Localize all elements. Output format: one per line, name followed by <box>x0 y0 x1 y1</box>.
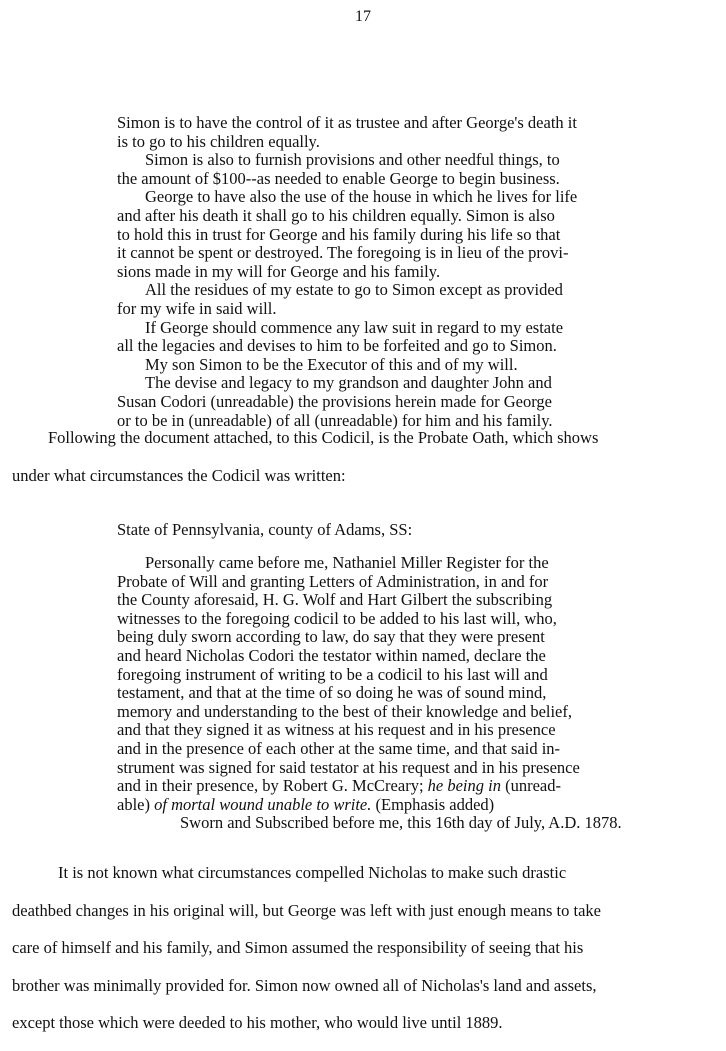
text-line: witnesses to the foregoing codicil to be added to his last will, who, <box>117 608 557 628</box>
text-line: and heard Nicholas Codori the testator within named, declare the <box>117 645 546 665</box>
text-line: under what circumstances the Codicil was written: <box>12 465 346 485</box>
intro-paragraph <box>12 428 598 503</box>
text-span: (unread- <box>500 776 561 796</box>
text-line: memory and understanding to the best of their knowledge and belief, <box>117 701 572 721</box>
text-line: It is not known what circumstances compelled Nicholas to make such drastic <box>58 863 567 882</box>
text-line: foregoing instrument of writing to be a codicil to his last will and <box>117 664 548 684</box>
text-span: (Emphasis added) <box>371 794 495 814</box>
text-line: Following the document attached, to this Codicil, is the Probate Oath, which shows <box>48 428 599 447</box>
text-line: the County aforesaid, H. G. Wolf and Hart Gilbert the subscribing <box>117 590 553 610</box>
text-line: or to be in (unreadable) of all (unreadable) for him and his family. <box>117 410 553 430</box>
probate-oath <box>117 554 622 833</box>
oath-heading <box>117 521 412 540</box>
text-line: to hold this in trust for George and his family during his life so that <box>117 224 561 244</box>
codicil-excerpt <box>117 114 577 430</box>
page-number: 17 <box>355 8 371 25</box>
text-line: the amount of $100--as needed to enable George to begin business. <box>117 168 560 188</box>
text-line: all the legacies and devises to him to be forfeited and go to Simon. <box>117 336 557 356</box>
text-span: and in their presence, by Robert G. McCreary; <box>117 776 428 796</box>
text-line: My son Simon to be the Executor of this and of my will. <box>145 354 518 374</box>
text-line: being duly sworn according to law, do say that they were present <box>117 627 545 647</box>
text-line <box>117 777 622 796</box>
text-line: strument was signed for said testator at his request and in his presence <box>117 757 580 777</box>
emphasized-text: of mortal wound unable to write. <box>154 794 372 814</box>
text-line: deathbed changes in his original will, but George was left with just enough means to take <box>12 900 601 920</box>
oath-heading-text: State of Pennsylvania, county of Adams, SS: <box>117 520 413 539</box>
text-line: If George should commence any law suit in regard to my estate <box>145 317 564 337</box>
text-line: and after his death it shall go to his children equally. Simon is also <box>117 205 555 225</box>
text-line: except those which were deeded to his mother, who would live until 1889. <box>12 1013 503 1032</box>
text-line: and that they signed it as witness at his request and in his presence <box>117 720 556 740</box>
closing-paragraph <box>12 863 601 1051</box>
text-line: All the residues of my estate to go to Simon except as provided <box>145 280 563 300</box>
text-line: brother was minimally provided for. Simon now owned all of Nicholas's land and assets, <box>12 975 597 995</box>
text-line: Probate of Will and granting Letters of Administration, in and for <box>117 571 549 591</box>
text-line: it cannot be spent or destroyed. The foregoing is in lieu of the provi- <box>117 243 569 263</box>
text-line: Personally came before me, Nathaniel Miller Register for the <box>145 553 549 572</box>
text-line: sions made in my will for George and his family. <box>117 261 441 281</box>
text-line: George to have also the use of the house in which he lives for life <box>145 187 578 207</box>
sworn-line: Sworn and Subscribed before me, this 16th day of July, A.D. 1878. <box>180 813 622 833</box>
text-line: for my wife in said will. <box>117 298 277 318</box>
text-line: Simon is to have the control of it as trustee and after George's death it <box>117 113 577 132</box>
text-line <box>117 796 622 815</box>
text-line: The devise and legacy to my grandson and daughter John and <box>145 373 552 393</box>
text-line: Susan Codori (unreadable) the provisions herein made for George <box>117 391 552 411</box>
text-span: able) <box>117 794 155 814</box>
text-line: Simon is also to furnish provisions and other needful things, to <box>145 150 560 170</box>
text-line: is to go to his children equally. <box>117 131 320 151</box>
text-line: care of himself and his family, and Simon assumed the responsibility of seeing that his <box>12 938 584 957</box>
text-line: and in the presence of each other at the same time, and that said in- <box>117 738 561 758</box>
emphasized-text: he being in <box>427 776 501 796</box>
text-line: testament, and that at the time of so doing he was of sound mind, <box>117 683 547 703</box>
